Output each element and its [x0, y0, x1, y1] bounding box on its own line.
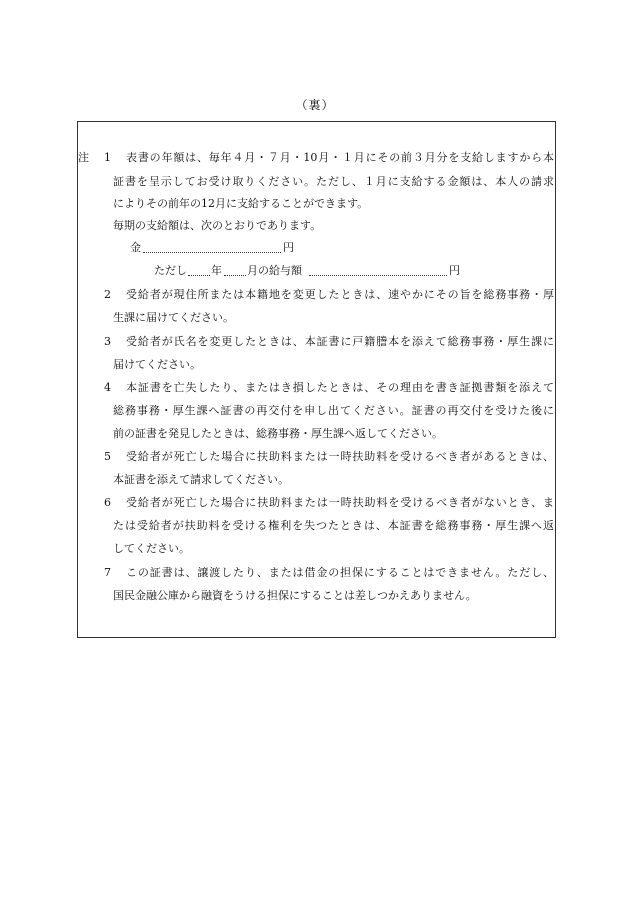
note-7-line-1: この証書は、譲渡したり、または借金の担保にすることはできません。ただし、: [126, 566, 554, 579]
detail-year-label: 年: [211, 264, 222, 277]
note-5-line-1: 受給者が死亡した場合に扶助料または一時扶助料を受けるべき者があるときは、: [126, 450, 554, 463]
detail-year-blank: [188, 265, 210, 276]
detail-amount-blank: [309, 265, 447, 276]
page-title: （裏）: [295, 98, 335, 112]
note-1-line-1: 表書の年額は、毎年４月・７月・10月・１月にその前３月分を支給しますから本: [126, 151, 554, 164]
note-3-number: 3: [104, 335, 111, 348]
note-4-line-3: 前の証書を発見したときは、総務事務・厚生課へ返してください。: [113, 427, 443, 440]
detail-unit: 円: [449, 264, 460, 277]
note-4-line-1: 本証書を亡失したり、またはき損したときは、その理由を書き証拠書類を添えて: [126, 381, 554, 394]
amount-label: 金: [130, 241, 141, 254]
note-1-line-4: 毎期の支給額は、次のとおりであります。: [113, 219, 322, 232]
detail-month-blank: [224, 265, 246, 276]
note-2-number: 2: [104, 288, 111, 301]
note-6-line-3: してください。: [113, 542, 190, 555]
note-5-number: 5: [104, 450, 111, 463]
detail-prefix: ただし: [154, 264, 187, 277]
note-3-line-2: 届けてください。: [113, 358, 201, 371]
amount-unit: 円: [283, 241, 294, 254]
note-3-line-1: 受給者が氏名を変更したときは、本証書に戸籍謄本を添えて総務事務・厚生課に: [126, 335, 554, 348]
note-1-line-2: 証書を呈示してお受け取りください。ただし、１月に支給する金額は、本人の請求: [113, 175, 554, 188]
amount-blank: [143, 242, 281, 253]
note-4-number: 4: [104, 381, 111, 394]
notes-label: 注: [78, 151, 89, 164]
note-4-line-2: 総務事務・厚生課へ証書の再交付を申し出てください。証書の再交付を受けた後に: [113, 404, 554, 417]
note-2-line-1: 受給者が現住所または本籍地を変更したときは、速やかにその旨を総務事務・厚: [126, 288, 554, 301]
note-1-line-3: によりその前年の12月に支給することができます。: [113, 197, 369, 210]
note-2-line-2: 生課に届けてください。: [113, 311, 234, 324]
note-7-line-2: 国民金融公庫から融資をうける担保にすることは差しつかえありません。: [113, 589, 477, 602]
note-7-number: 7: [104, 566, 111, 579]
note-6-line-1: 受給者が死亡した場合に扶助料または一時扶助料を受けるべき者がないとき、ま: [126, 496, 554, 509]
note-5-line-2: 本証書を添えて請求してください。: [113, 473, 289, 486]
note-6-number: 6: [104, 496, 111, 509]
detail-month-label: 月の給与額: [247, 264, 302, 277]
note-1-number: 1: [104, 151, 111, 164]
note-6-line-2: たは受給者が扶助料を受ける権利を失つたときは、本証書を総務事務・厚生課へ返: [113, 519, 554, 532]
